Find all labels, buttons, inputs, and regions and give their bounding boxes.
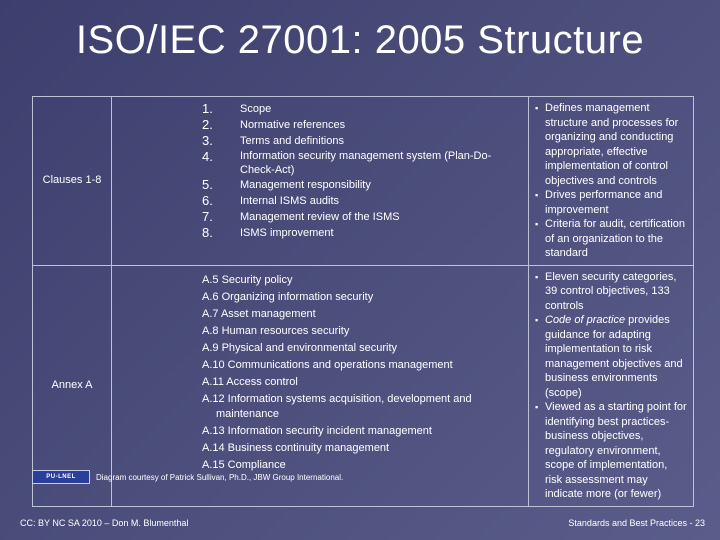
footer-page-number: Standards and Best Practices - 23 [568, 518, 705, 528]
footer-license: CC: BY NC SA 2010 – Don M. Blumenthal [20, 518, 189, 528]
slide-title: ISO/IEC 27001: 2005 Structure [75, 18, 645, 62]
annex-item: A.9 Physical and environmental security [202, 341, 398, 354]
list-item: ▪ Defines management structure and processes for organizing and conducting appropriate, effective implementation of control objectives and controls [535, 102, 679, 187]
clause-item: 1. Scope [202, 101, 272, 116]
structure-table [32, 96, 694, 507]
annex-item: A.5 Security policy [202, 273, 293, 286]
bullet-icon: ▪ [535, 103, 539, 113]
list-item: ▪ Viewed as a starting point for identifying best practices- business objectives, regulatory environment, scope of implementation, risk assessment may indicate more (or fewer) [535, 401, 687, 500]
row-label-clauses: Clauses 1-8 [33, 97, 112, 266]
annex-item: A.6 Organizing information security [202, 290, 374, 303]
bullet-icon: ▪ [535, 315, 539, 325]
annex-notes-cell [529, 265, 694, 506]
table-row-clauses [33, 97, 694, 266]
annex-item: A.10 Communications and operations management [202, 358, 453, 371]
list-item: ▪ Drives performance and improvement [535, 189, 663, 216]
annex-item: A.11 Access control [202, 375, 298, 388]
bullet-icon: ▪ [535, 219, 539, 229]
list-item: ▪ Criteria for audit, certification of an organization to the standard [535, 218, 685, 259]
list-item: ▪ Code of practice provides guidance for adapting implementation to risk management objectives and business environments (scope) [535, 314, 683, 399]
emphasis-text: Code of practice [545, 314, 626, 326]
diagram-credit [32, 470, 343, 484]
clauses-list-cell [112, 97, 529, 266]
list-item: ▪ Eleven security categories, 39 control objectives, 133 controls [535, 270, 677, 312]
organization-logo: PU-LNEL [32, 470, 90, 484]
clause-item: 4. Information security management system (Plan-Do-Check-Act) [202, 149, 492, 176]
clause-item: 3. Terms and definitions [202, 133, 344, 148]
clause-item: 7. Management review of the ISMS [202, 209, 400, 224]
clauses-notes-cell [529, 97, 694, 266]
annex-item: A.14 Business continuity management [202, 441, 390, 454]
row-label-annex: Annex A [33, 265, 112, 506]
annex-item: A.13 Information security incident management [202, 424, 432, 437]
annex-item: A.12 Information systems acquisition, development and maintenance [202, 392, 472, 420]
annex-item: A.15 Compliance [202, 458, 286, 471]
clauses-list [202, 101, 522, 241]
bullet-icon: ▪ [535, 271, 539, 282]
annex-item: A.7 Asset management [202, 307, 316, 320]
credit-text: Diagram courtesy of Patrick Sullivan, Ph.D., JBW Group International. [96, 472, 344, 482]
bullet-icon: ▪ [535, 190, 539, 200]
clauses-notes-list [535, 101, 687, 261]
clause-item: 6. Internal ISMS audits [202, 193, 340, 208]
annex-item: A.8 Human resources security [202, 324, 350, 337]
annex-notes-list [535, 270, 687, 502]
annex-list [202, 272, 522, 474]
clause-item: 8. ISMS improvement [202, 225, 334, 240]
bullet-icon: ▪ [535, 402, 539, 412]
clause-item: 2. Normative references [202, 117, 346, 132]
clause-item: 5. Management responsibility [202, 177, 371, 192]
